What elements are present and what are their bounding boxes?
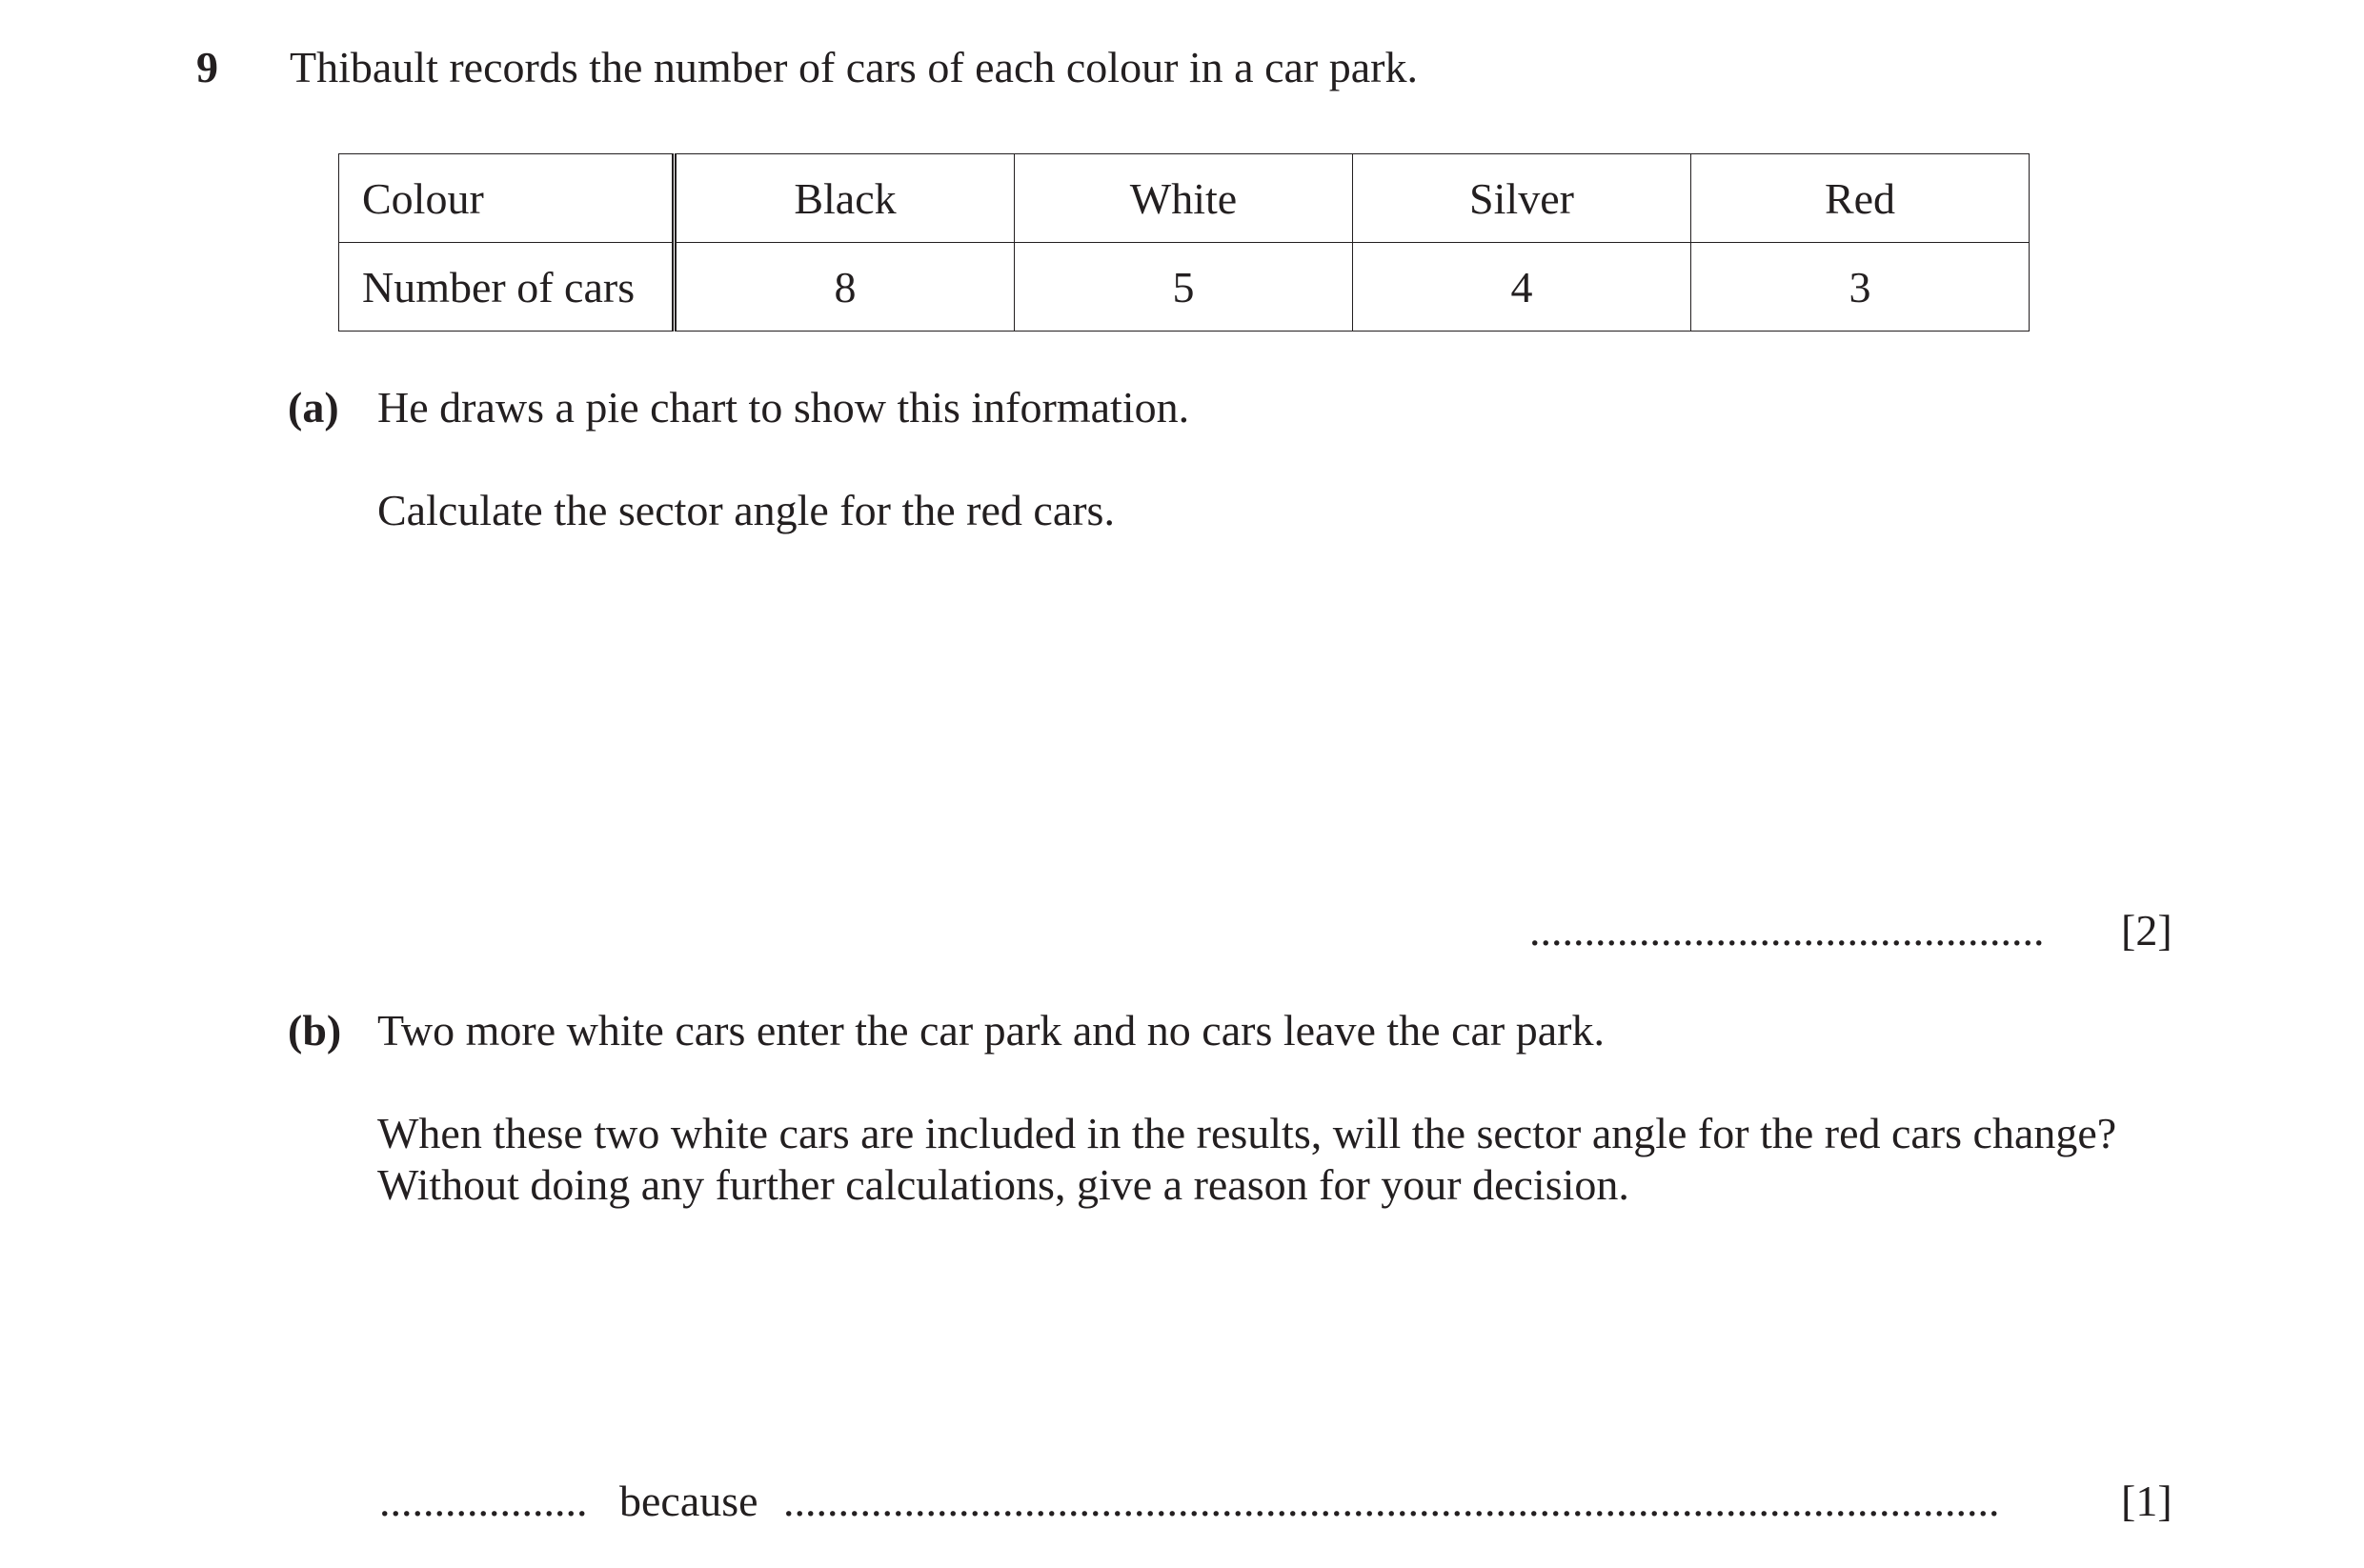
car-colour-table [338, 153, 2030, 332]
question-number: 9 [196, 43, 218, 91]
part-b-text: Two more white cars enter the car park and no cars leave the car park. [377, 1006, 1605, 1055]
part-b-because: because [619, 1477, 758, 1525]
table-cell: 8 [675, 243, 1015, 332]
row-header-number: Number of cars [339, 243, 675, 332]
question-stem: Thibault records the number of cars of each colour in a car park. [290, 43, 1418, 91]
table-row [339, 154, 2030, 243]
part-b-instruction: Without doing any further calculations, give a reason for your decision. [377, 1160, 1629, 1209]
table-row [339, 243, 2030, 332]
table-cell: 4 [1353, 243, 1691, 332]
part-a-label: (a) [288, 383, 339, 432]
table-cell: 5 [1015, 243, 1353, 332]
part-a-marks: [2] [2121, 906, 2172, 955]
table-cell: 3 [1691, 243, 2030, 332]
part-a-instruction: Calculate the sector angle for the red cars. [377, 486, 1115, 534]
row-header-colour: Colour [339, 154, 675, 243]
part-b-label: (b) [288, 1006, 342, 1055]
table-cell: White [1015, 154, 1353, 243]
part-b-answer-line-short[interactable]: ................... [379, 1477, 588, 1525]
part-b-question: When these two white cars are included in the results, will the sector angle for the red cars change? [377, 1109, 2117, 1157]
table-cell: Red [1691, 154, 2030, 243]
part-a-answer-line[interactable]: ............................................... [1529, 906, 2045, 955]
part-a-text: He draws a pie chart to show this information. [377, 383, 1190, 432]
part-b-marks: [1] [2121, 1477, 2172, 1525]
table-cell: Silver [1353, 154, 1691, 243]
table-cell: Black [675, 154, 1015, 243]
part-b-answer-line-long[interactable]: ............................................................................................................... [783, 1477, 2000, 1525]
